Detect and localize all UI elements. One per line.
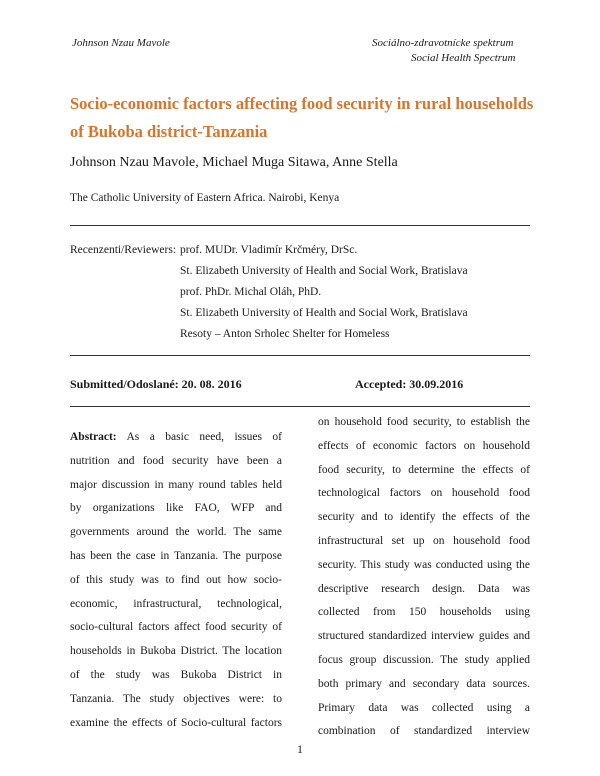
abstract-line: has been the case in Tanzania. The purpose <box>70 549 282 562</box>
abstract-line: Tanzania. The study objectives were: to <box>70 692 282 705</box>
abstract-line: technological factors on household food <box>318 487 530 500</box>
author-list: Johnson Nzau Mavole, Michael Muga Sitawa, Anne Stella <box>70 155 398 170</box>
abstract-line: of the study was Bukoba District in <box>70 668 282 681</box>
abstract-line: of this study was to find out how socio- <box>70 573 282 586</box>
reviewer-line: St. Elizabeth University of Health and Social Work, Bratislava <box>180 265 468 277</box>
running-header-journal: Sociálno-zdravotnícke spektrum <box>372 37 514 49</box>
abstract-line: focus group discussion. The study applied <box>318 653 530 666</box>
abstract-line: infrastructural set up on household food <box>318 534 530 547</box>
abstract-line: structured standardized interview guides and <box>318 630 530 643</box>
abstract-line: by organizations like FAO, WFP and <box>70 502 282 515</box>
abstract-line: on household food security, to establish the <box>318 416 530 428</box>
divider <box>70 355 530 356</box>
running-header-author: Johnson Nzau Mavole <box>72 37 170 49</box>
abstract-line: major discussion in many round tables held <box>70 478 282 491</box>
reviewer-line: Resoty – Anton Srholec Shelter for Homeless <box>180 328 390 340</box>
reviewer-line: prof. MUDr. Vladimír Krčméry, DrSc. <box>180 244 358 256</box>
abstract-line: economic, infrastructural, technological, <box>70 597 282 610</box>
affiliation: The Catholic University of Eastern Africa. Nairobi, Kenya <box>70 192 340 204</box>
abstract-line: security and to identify the effects of the <box>318 511 530 524</box>
reviewers-label: Recenzenti/Reviewers: <box>70 244 177 256</box>
submitted-date: Submitted/Odoslané: 20. 08. 2016 <box>70 377 242 391</box>
page-number: 1 <box>297 742 303 756</box>
running-header-journal-en: Social Health Spectrum <box>411 52 516 64</box>
abstract-line: both primary and secondary data sources. <box>318 677 530 690</box>
abstract-text: As a basic need, issues of <box>116 431 282 443</box>
abstract-line: examine the effects of Socio-cultural factors <box>70 716 282 729</box>
abstract-line: governments around the world. The same <box>70 526 282 539</box>
abstract-line: socio-cultural factors affect food security of <box>70 621 282 634</box>
divider <box>70 406 530 407</box>
abstract-line: security. This study was conducted using the <box>318 558 530 571</box>
accepted-date: Accepted: 30.09.2016 <box>355 377 464 391</box>
abstract-column-left <box>70 426 282 735</box>
abstract-label: Abstract: <box>70 431 117 443</box>
abstract-line: descriptive research design. Data was <box>318 582 530 595</box>
abstract-column-right <box>318 411 530 744</box>
paper-title: Socio-economic factors affecting food security in rural households of Bukoba district-Tanzania <box>70 94 534 141</box>
divider <box>70 225 530 226</box>
abstract-line: combination of standardized interview <box>318 725 530 738</box>
abstract-line: effects of economic factors on household <box>318 439 530 452</box>
abstract-line: nutrition and food security have been a <box>70 454 282 467</box>
abstract-line <box>70 426 282 450</box>
reviewer-line: prof. PhDr. Michal Oláh, PhD. <box>180 286 322 298</box>
abstract-line: collected from 150 households using <box>318 606 530 619</box>
abstract-line: Primary data was collected using a <box>318 701 530 714</box>
reviewer-line: St. Elizabeth University of Health and Social Work, Bratislava <box>180 307 468 319</box>
abstract-line: food security, to determine the effects of <box>318 463 530 476</box>
abstract-line: households in Bukoba District. The location <box>70 645 282 658</box>
